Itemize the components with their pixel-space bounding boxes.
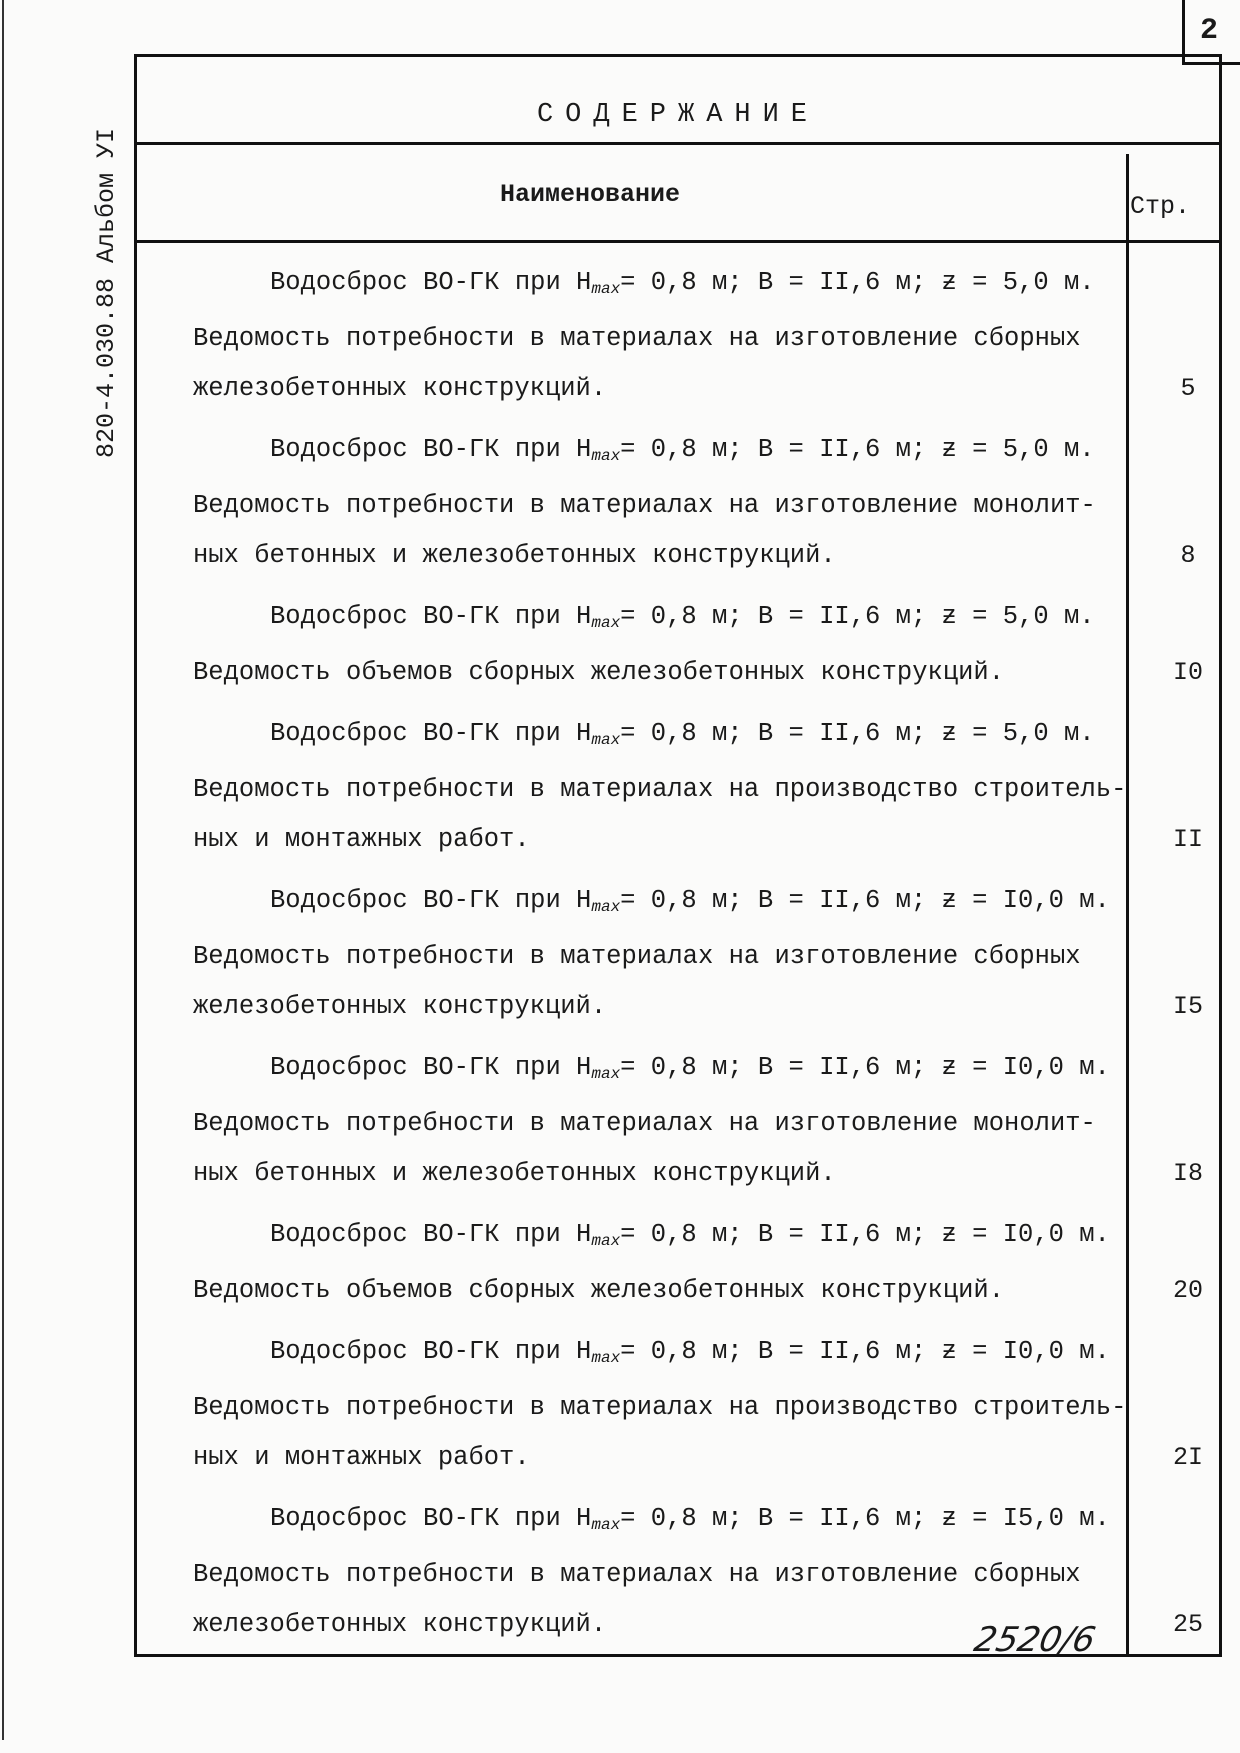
contents-entry [193, 1043, 1203, 1199]
entry-line: Ведомость объемов сборных железобетонных конструкций. [193, 1276, 1005, 1305]
header-name: Наименование [500, 180, 681, 209]
entry-prefix: Водосброс ВО-ГК при H [270, 886, 592, 915]
entry-subscript: max [591, 1349, 621, 1367]
entry-subscript: max [591, 1065, 621, 1083]
entry-heading [193, 1327, 1123, 1383]
entry-suffix: = 0,8 м; B = II,6 м; ƶ = 5,0 м. [620, 719, 1095, 748]
entry-page: 2I [1172, 1443, 1203, 1472]
entry-prefix: Водосброс ВО-ГК при H [270, 1053, 592, 1082]
entry-line: железобетонных конструкций. [193, 1610, 607, 1639]
contents-list [193, 258, 1203, 1661]
entry-line: ных бетонных и железобетонных конструкций. [193, 541, 836, 570]
entry-line: Ведомость потребности в материалах на изготовление сборных [193, 1560, 1081, 1589]
entry-subscript: max [591, 1232, 621, 1250]
scan-edge [2, 0, 4, 1740]
entry-suffix: = 0,8 м; B = II,6 м; ƶ = I0,0 м. [620, 1337, 1110, 1366]
album-label: 820-4.030.88 Альбом УI [92, 127, 121, 458]
entry-line: ных и монтажных работ. [193, 1443, 530, 1472]
entry-prefix: Водосброс ВО-ГК при H [270, 1504, 592, 1533]
entry-page: I5 [1172, 992, 1203, 1021]
entry-line: Ведомость потребности в материалах на изготовление монолит- [193, 1109, 1096, 1138]
entry-subscript: max [591, 447, 621, 465]
entry-suffix: = 0,8 м; B = II,6 м; ƶ = 5,0 м. [620, 268, 1095, 297]
entry-page: 20 [1172, 1276, 1203, 1305]
entry-line: железобетонных конструкций. [193, 374, 607, 403]
entry-page: II [1172, 825, 1203, 854]
header-divider [134, 240, 1222, 243]
entry-heading [193, 876, 1123, 932]
entry-line: Ведомость потребности в материалах на изготовление сборных [193, 942, 1081, 971]
entry-suffix: = 0,8 м; B = II,6 м; ƶ = I5,0 м. [620, 1504, 1110, 1533]
entry-line: Ведомость объемов сборных железобетонных конструкций. [193, 658, 1005, 687]
entry-heading [193, 1210, 1123, 1266]
contents-entry [193, 1210, 1203, 1316]
entry-page: 25 [1172, 1610, 1203, 1639]
contents-entry [193, 425, 1196, 581]
title-divider [134, 142, 1222, 145]
entry-page: I0 [1172, 658, 1203, 687]
inventory-number: 2520/6 [970, 1620, 1099, 1660]
entry-subscript: max [591, 614, 621, 632]
page-column-divider [1126, 154, 1129, 1657]
entry-prefix: Водосброс ВО-ГК при H [270, 602, 592, 631]
contents-entry [193, 592, 1203, 698]
entry-subscript: max [591, 731, 621, 749]
entry-prefix: Водосброс ВО-ГК при H [270, 435, 592, 464]
entry-line: Ведомость потребности в материалах на производство строитель- [193, 1393, 1127, 1422]
page-title: СОДЕРЖАНИЕ [536, 100, 820, 130]
entry-heading [193, 425, 1123, 481]
entry-heading [193, 1494, 1123, 1550]
entry-line: Ведомость потребности в материалах на производство строитель- [193, 775, 1127, 804]
entry-line: ных и монтажных работ. [193, 825, 530, 854]
entry-suffix: = 0,8 м; B = II,6 м; ƶ = I0,0 м. [620, 886, 1110, 915]
entry-suffix: = 0,8 м; B = II,6 м; ƶ = I0,0 м. [620, 1053, 1110, 1082]
header-page: Стр. [1130, 192, 1191, 221]
entry-page: 8 [1180, 541, 1196, 570]
contents-entry [193, 1327, 1203, 1483]
entry-suffix: = 0,8 м; B = II,6 м; ƶ = I0,0 м. [620, 1220, 1110, 1249]
entry-heading [193, 709, 1123, 765]
contents-entry [193, 709, 1203, 865]
entry-line: Ведомость потребности в материалах на изготовление сборных [193, 324, 1081, 353]
entry-subscript: max [591, 280, 621, 298]
entry-line: Ведомость потребности в материалах на изготовление монолит- [193, 491, 1096, 520]
contents-entry [193, 258, 1196, 414]
entry-heading [193, 592, 1123, 648]
entry-subscript: max [591, 1516, 621, 1534]
entry-subscript: max [591, 898, 621, 916]
entry-heading [193, 258, 1123, 314]
entry-line: железобетонных конструкций. [193, 992, 607, 1021]
entry-prefix: Водосброс ВО-ГК при H [270, 719, 592, 748]
entry-prefix: Водосброс ВО-ГК при H [270, 268, 592, 297]
entry-line: ных бетонных и железобетонных конструкций. [193, 1159, 836, 1188]
entry-page: 5 [1180, 374, 1196, 403]
entry-suffix: = 0,8 м; B = II,6 м; ƶ = 5,0 м. [620, 602, 1095, 631]
entry-suffix: = 0,8 м; B = II,6 м; ƶ = 5,0 м. [620, 435, 1095, 464]
entry-page: I8 [1172, 1159, 1203, 1188]
contents-entry [193, 876, 1203, 1032]
entry-prefix: Водосброс ВО-ГК при H [270, 1220, 592, 1249]
entry-prefix: Водосброс ВО-ГК при H [270, 1337, 592, 1366]
entry-heading [193, 1043, 1123, 1099]
page-number: 2 [1200, 14, 1219, 48]
